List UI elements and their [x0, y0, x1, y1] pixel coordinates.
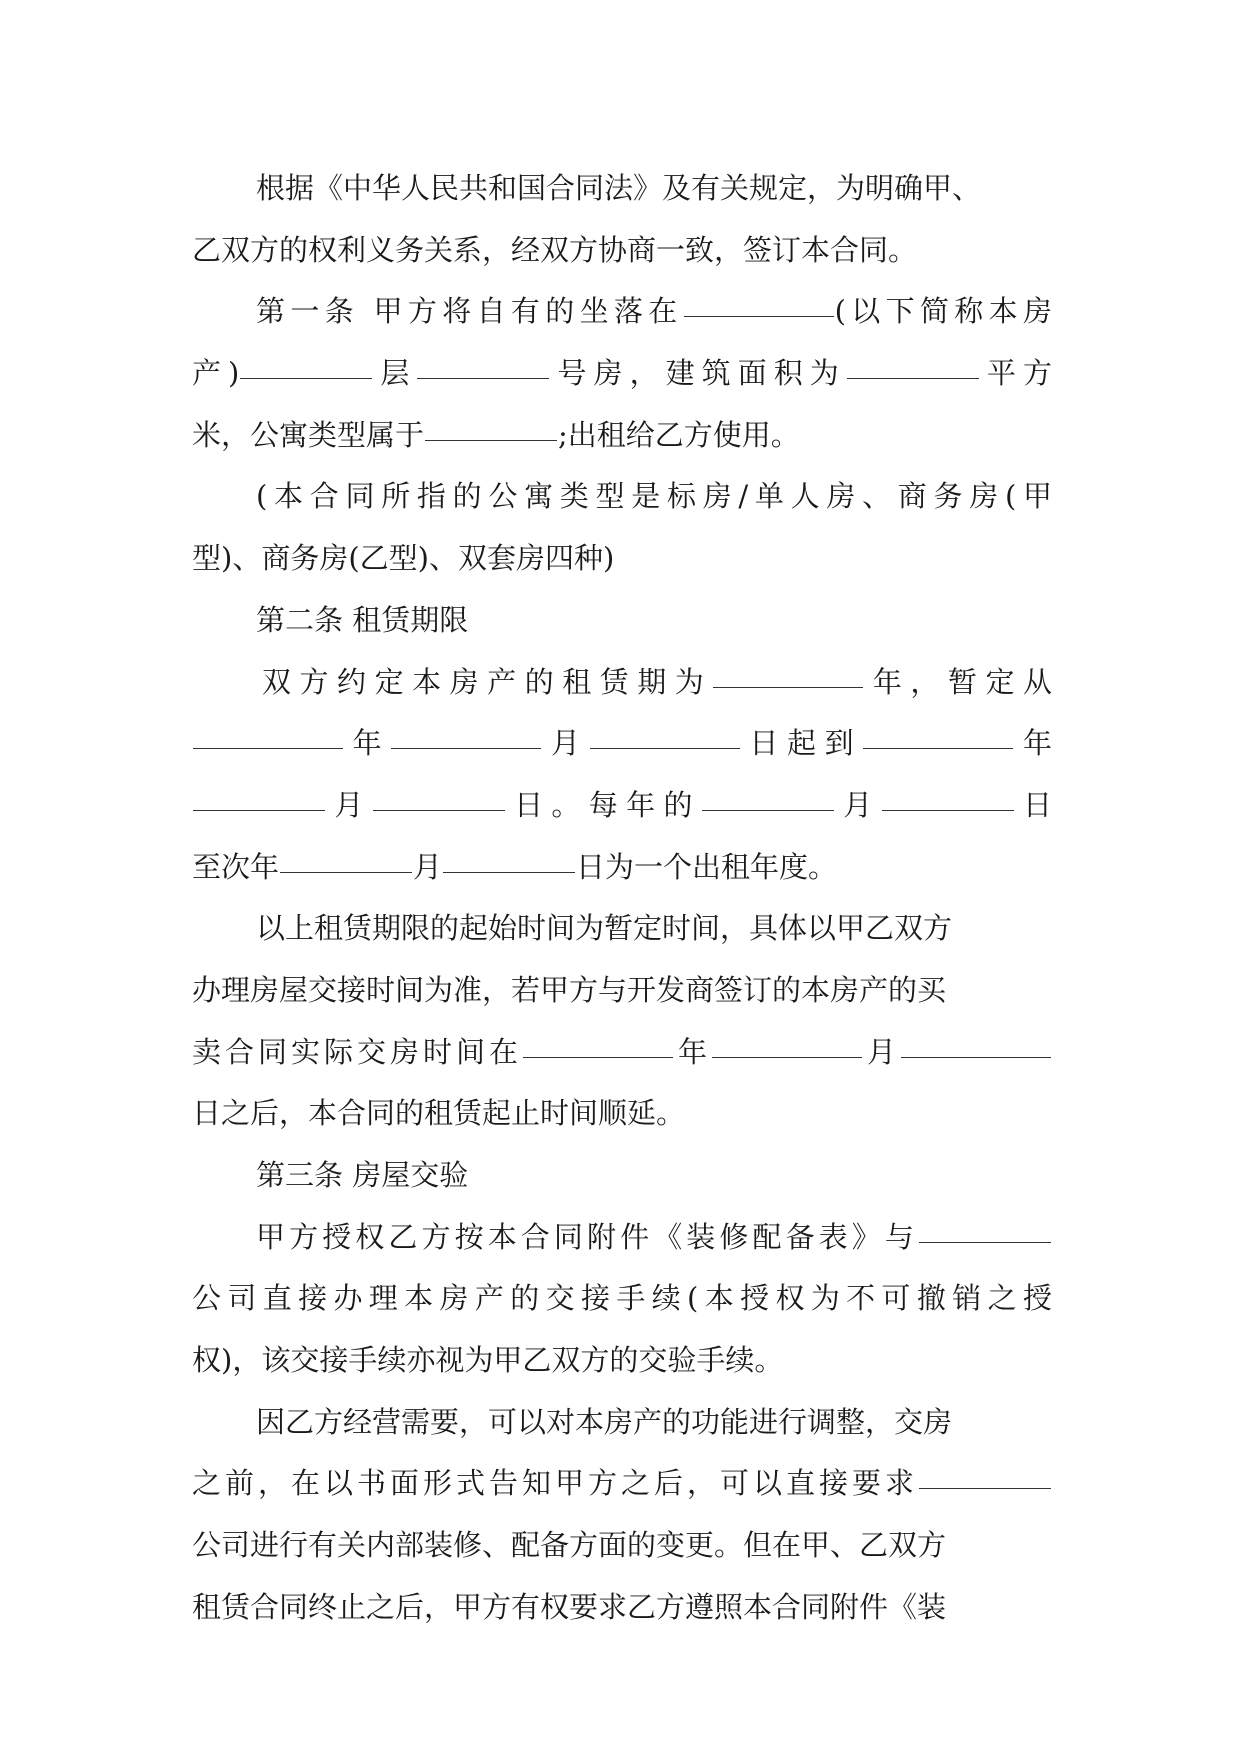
blank-field: [193, 718, 343, 749]
paragraph-intro-line-2: 乙双方的权利义务关系，经双方协商一致，签订本合同。: [192, 232, 918, 267]
blank-field: [193, 779, 325, 810]
blank-field: [919, 1211, 1051, 1242]
blank-field: [373, 779, 505, 810]
blank-field: [882, 779, 1014, 810]
article-2-line-4: 至次年 月 日为一个出租年度。: [192, 837, 1052, 899]
paragraph-3-line-1: 以上租赁期限的起始时间为暂定时间，具体以甲乙双方: [256, 911, 953, 946]
blank-field: [425, 409, 557, 440]
blank-field: [391, 718, 541, 749]
paragraph-3-line-3: 卖合同实际交房时间在 年 月: [192, 1022, 1052, 1084]
blank-field: [713, 656, 863, 687]
blank-field: [523, 1026, 673, 1057]
paragraph-5-line-2: 之前，在以书面形式告知甲方之后，可以直接要求: [192, 1453, 1052, 1515]
paragraph-5-line-3: 公司进行有关内部装修、配备方面的变更。但在甲、乙双方: [192, 1528, 947, 1563]
paragraph-3-line-4: 日之后，本合同的租赁起止时间顺延。: [192, 1096, 686, 1131]
blank-field: [847, 348, 979, 379]
paragraph-4-line-2: 公司直接办理本房产的交接手续(本授权为不可撤销之授: [192, 1281, 1052, 1316]
blank-field: [240, 348, 372, 379]
article-2-line-1: 双方约定本房产的租赁期为 年，暂定从: [192, 652, 1052, 714]
blank-field: [417, 348, 549, 379]
paragraph-4-line-1: 甲方授权乙方按本合同附件《装修配备表》与: [192, 1207, 1052, 1269]
article-1-line-1: 第一条 甲方将自有的坐落在 (以下简称本房: [192, 281, 1052, 343]
blank-field: [443, 841, 575, 872]
article-2-title: 第二条 租赁期限: [256, 602, 469, 637]
article-1-line-3: 米，公寓类型属于 ;出租给乙方使用。: [192, 405, 1052, 467]
blank-field: [901, 1026, 1051, 1057]
contract-body: [192, 158, 1052, 1639]
note-line-2: 型)、商务房(乙型)、双套房四种): [192, 541, 615, 576]
blank-field: [590, 718, 740, 749]
paragraph-intro-line-1: 根据《中华人民共和国合同法》及有关规定，为明确甲、: [256, 171, 982, 205]
paragraph-4-line-3: 权)，该交接手续亦视为甲乙双方的交验手续。: [192, 1343, 784, 1378]
paragraph-5-line-1: 因乙方经营需要，可以对本房产的功能进行调整，交房: [256, 1404, 953, 1439]
article-2-line-3: 月 日。每年的 月 日: [192, 775, 1052, 837]
blank-field: [712, 1026, 862, 1057]
blank-field: [919, 1458, 1051, 1489]
paragraph-3-line-2: 办理房屋交接时间为准，若甲方与开发商签订的本房产的买: [192, 972, 947, 1007]
blank-field: [702, 779, 834, 810]
article-2-line-2: 年 月 日起到 年: [192, 713, 1052, 775]
article-3-title: 第三条 房屋交验: [256, 1158, 469, 1192]
note-line-1: (本合同所指的公寓类型是标房/单人房、商务房(甲: [256, 479, 1052, 514]
blank-field: [684, 286, 834, 317]
article-1-line-2: 产) 层 号房，建筑面积为 平方: [192, 343, 1052, 405]
blank-field: [863, 718, 1013, 749]
paragraph-5-line-4: 租赁合同终止之后，甲方有权要求乙方遵照本合同附件《装: [192, 1589, 947, 1624]
blank-field: [280, 841, 412, 872]
